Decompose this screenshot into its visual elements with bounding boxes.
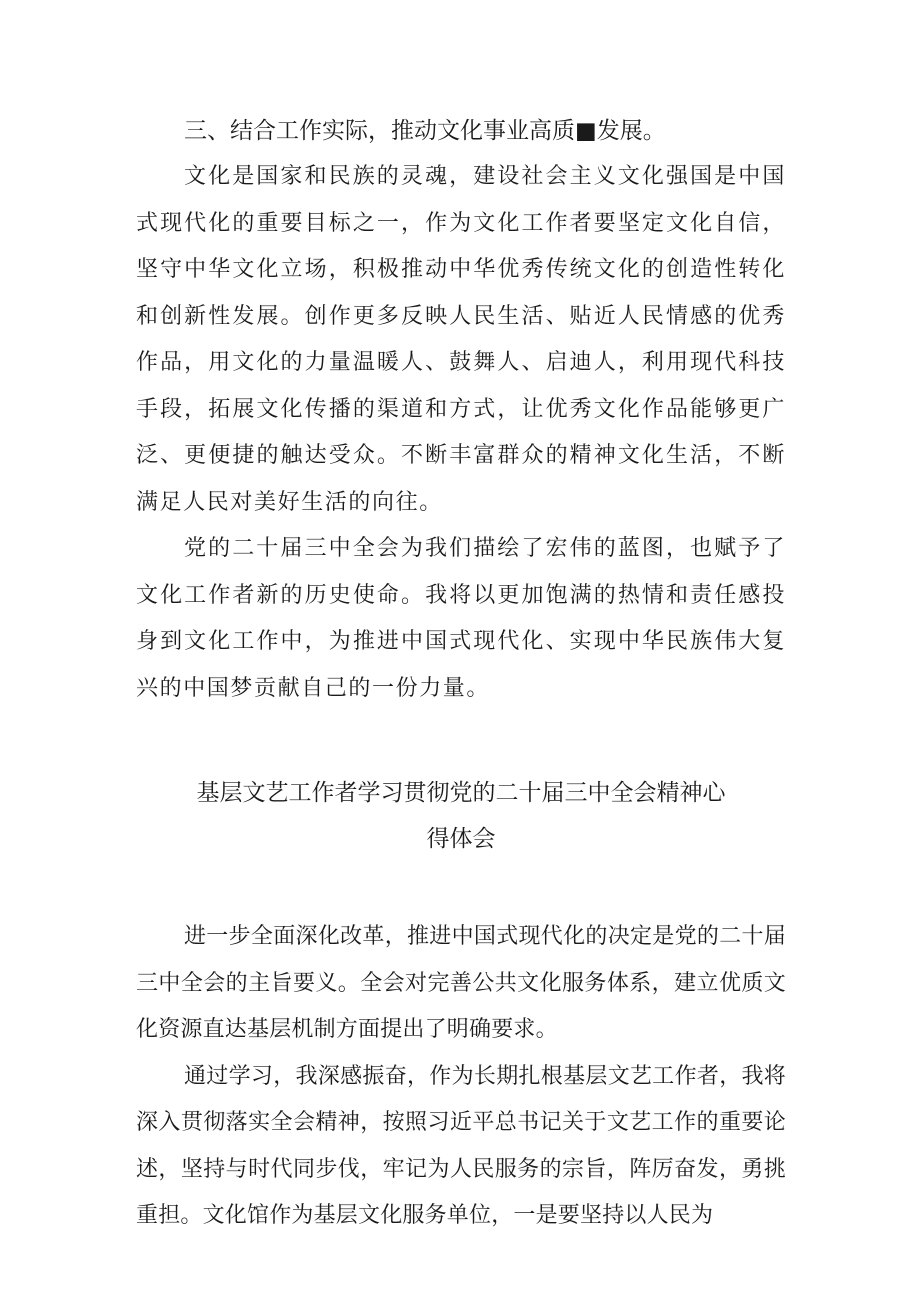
paragraph-study-reflection: 通过学习，我深感振奋，作为长期扎根基层文艺工作者，我将深入贯彻落实全会精神，按照习近平总书记关于文艺工作的重要论述，坚持与时代同步伐，牢记为人民服务的宗旨，阵厉奋发，勇挑重担。文化馆作为基层文化服务单位，一是要坚持以人民为	[136, 1063, 786, 1228]
article-title-line-2: 得体会	[426, 826, 496, 852]
document-body	[136, 108, 786, 1240]
article-title	[136, 770, 786, 862]
spacer	[136, 862, 786, 914]
section-heading: 三、结合工作实际，推动文化事业高质■发展。	[184, 118, 666, 144]
paragraph-third-plenum-mission: 党的二十届三中全会为我们描绘了宏伟的蓝图，也赋予了文化工作者新的历史使命。我将以更加饱满的热情和责任感投身到文化工作中，为推进中国式现代化、实现中华民族伟大复兴的中国梦贡献自己的一份力量。	[136, 536, 786, 701]
spacer	[136, 712, 786, 770]
paragraph-culture-soul: 文化是国家和民族的灵魂，建设社会主义文化强国是中国式现代化的重要目标之一，作为文化工作者要坚定文化自信，坚守中华文化立场，积极推动中华优秀传统文化的创造性转化和创新性发展。创作更多反映人民生活、贴近人民情感的优秀作品，用文化的力量温暖人、鼓舞人、启迪人，利用现代科技手段，拓展文化传播的渠道和方式，让优秀文化作品能够更广泛、更便捷的触达受众。不断丰富群众的精神文化生活，不断满足人民对美好生活的向往。	[136, 164, 786, 515]
article-title-line-1: 基层文艺工作者学习贯彻党的二十届三中全会精神心	[196, 780, 726, 806]
paragraph-reform-decision: 进一步全面深化改革，推进中国式现代化的决定是党的二十届三中全会的主旨要义。全会对完善公共文化服务体系，建立优质文化资源直达基层机制方面提出了明确要求。	[136, 924, 786, 1042]
